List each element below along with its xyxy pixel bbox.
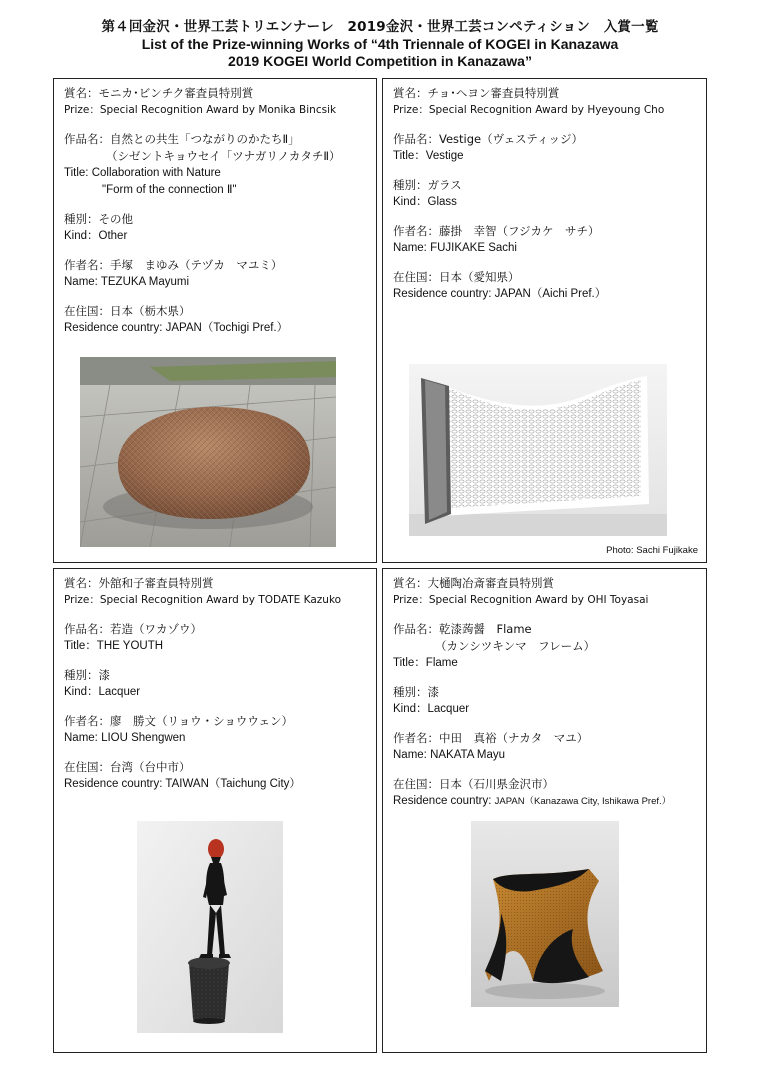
- work-title-ja: 作品名：乾漆蒟醤 Flame: [393, 622, 532, 636]
- kind-en: Kind：Lacquer: [393, 703, 470, 715]
- kind-en: Kind：Glass: [393, 196, 457, 208]
- prize-en: Prize：Special Recognition Award by Monika Bincsik: [64, 104, 337, 116]
- country-en: Residence country: TAIWAN（Taichung City）: [64, 778, 301, 790]
- kind-en: Kind：Lacquer: [64, 686, 141, 698]
- entry-panel-2: [382, 78, 707, 563]
- work-title-ja: 作品名：Vestige（ヴェスティッジ）: [393, 132, 584, 146]
- artist-en: Name: LIOU Shengwen: [64, 732, 186, 744]
- work-title-en: Title: Collaboration with Nature: [64, 167, 221, 179]
- header-title-ja: 第４回金沢・世界工芸トリエンナーレ 2019金沢・世界工芸コンペティション 入賞一覧: [101, 19, 659, 35]
- kind-ja: 種別：その他: [64, 212, 133, 226]
- entry-panel-3: [53, 568, 377, 1053]
- prize-ja: 賞名：大樋陶冶斎審査員特別賞: [393, 576, 554, 590]
- artist-en: Name: NAKATA Mayu: [393, 749, 506, 761]
- prize-en: Prize：Special Recognition Award by Hyeyoung Cho: [393, 104, 665, 116]
- entry-panel-1: [53, 78, 377, 563]
- prize-ja: 賞名：モニカ･ビンチク審査員特別賞: [64, 86, 254, 100]
- artist-ja: 作者名：廖 勝文（リョウ・ショウウェン）: [64, 714, 293, 728]
- country-ja: 在住国：日本（愛知県）: [393, 270, 520, 284]
- country-en-label: Residence country:: [393, 795, 495, 807]
- country-en: [393, 793, 700, 810]
- artist-ja: 作者名：手塚 まゆみ（テヅカ マユミ）: [64, 258, 283, 272]
- kind-ja: 種別：漆: [64, 668, 110, 682]
- artist-en: Name: TEZUKA Mayumi: [64, 276, 190, 288]
- prize-ja: 賞名：チョ･ヘヨン審査員特別賞: [393, 86, 560, 100]
- work-title-en-2: "Form of the connection Ⅱ": [102, 184, 237, 196]
- country-ja: 在住国：台湾（台中市）: [64, 760, 191, 774]
- country-ja: 在住国：日本（栃木県）: [64, 304, 191, 318]
- header-title-en-1: List of the Prize-winning Works of “4th Triennale of KOGEI in Kanazawa: [141, 36, 619, 52]
- work-title-ja: 作品名：若造（ワカゾウ）: [64, 622, 202, 636]
- work-title-ja: 作品名：自然との共生「つながりのかたちⅡ」: [64, 132, 300, 146]
- artist-ja: 作者名：藤掛 幸智（フジカケ サチ）: [393, 224, 600, 238]
- entry-panel-4: [382, 568, 707, 1053]
- artwork-photo-woven-pod: [80, 357, 336, 547]
- page-header: [0, 18, 760, 70]
- artist-ja: 作者名：中田 真裕（ナカタ マユ）: [393, 731, 589, 745]
- work-title-en: Title：THE YOUTH: [64, 640, 164, 652]
- artist-en: Name: FUJIKAKE Sachi: [393, 242, 517, 254]
- kind-en: Kind：Other: [64, 230, 128, 242]
- prize-ja: 賞名：外舘和子審査員特別賞: [64, 576, 214, 590]
- country-en-detail: JAPAN（Kanazawa City, Ishikawa Pref.）: [494, 796, 672, 807]
- photo-credit: Photo: Sachi Fujikake: [606, 545, 698, 556]
- prize-en: Prize：Special Recognition Award by TODATE Kazuko: [64, 594, 342, 606]
- prize-en: Prize：Special Recognition Award by OHI Toyasai: [393, 594, 649, 606]
- header-title-en-2: 2019 KOGEI World Competition in Kanazawa”: [228, 53, 532, 69]
- country-en: Residence country: JAPAN（Aichi Pref.）: [393, 288, 607, 300]
- work-title-en: Title：Flame: [393, 657, 458, 669]
- work-title-ja-reading: （カンシツキンマ フレーム）: [435, 639, 596, 653]
- artwork-photo-lacquer-figure: [137, 821, 283, 1033]
- country-ja: 在住国：日本（石川県金沢市）: [393, 777, 554, 791]
- artwork-photo-lacquer-vessel: [471, 821, 619, 1007]
- kind-ja: 種別：漆: [393, 685, 439, 699]
- artwork-photo-glass-vestige: [409, 364, 667, 536]
- kind-ja: 種別：ガラス: [393, 178, 462, 192]
- country-en: Residence country: JAPAN（Tochigi Pref.）: [64, 322, 289, 334]
- work-title-ja-reading: （シゼントキョウセイ「ツナガリノカタチⅡ）: [106, 149, 341, 163]
- work-title-en: Title：Vestige: [393, 150, 464, 162]
